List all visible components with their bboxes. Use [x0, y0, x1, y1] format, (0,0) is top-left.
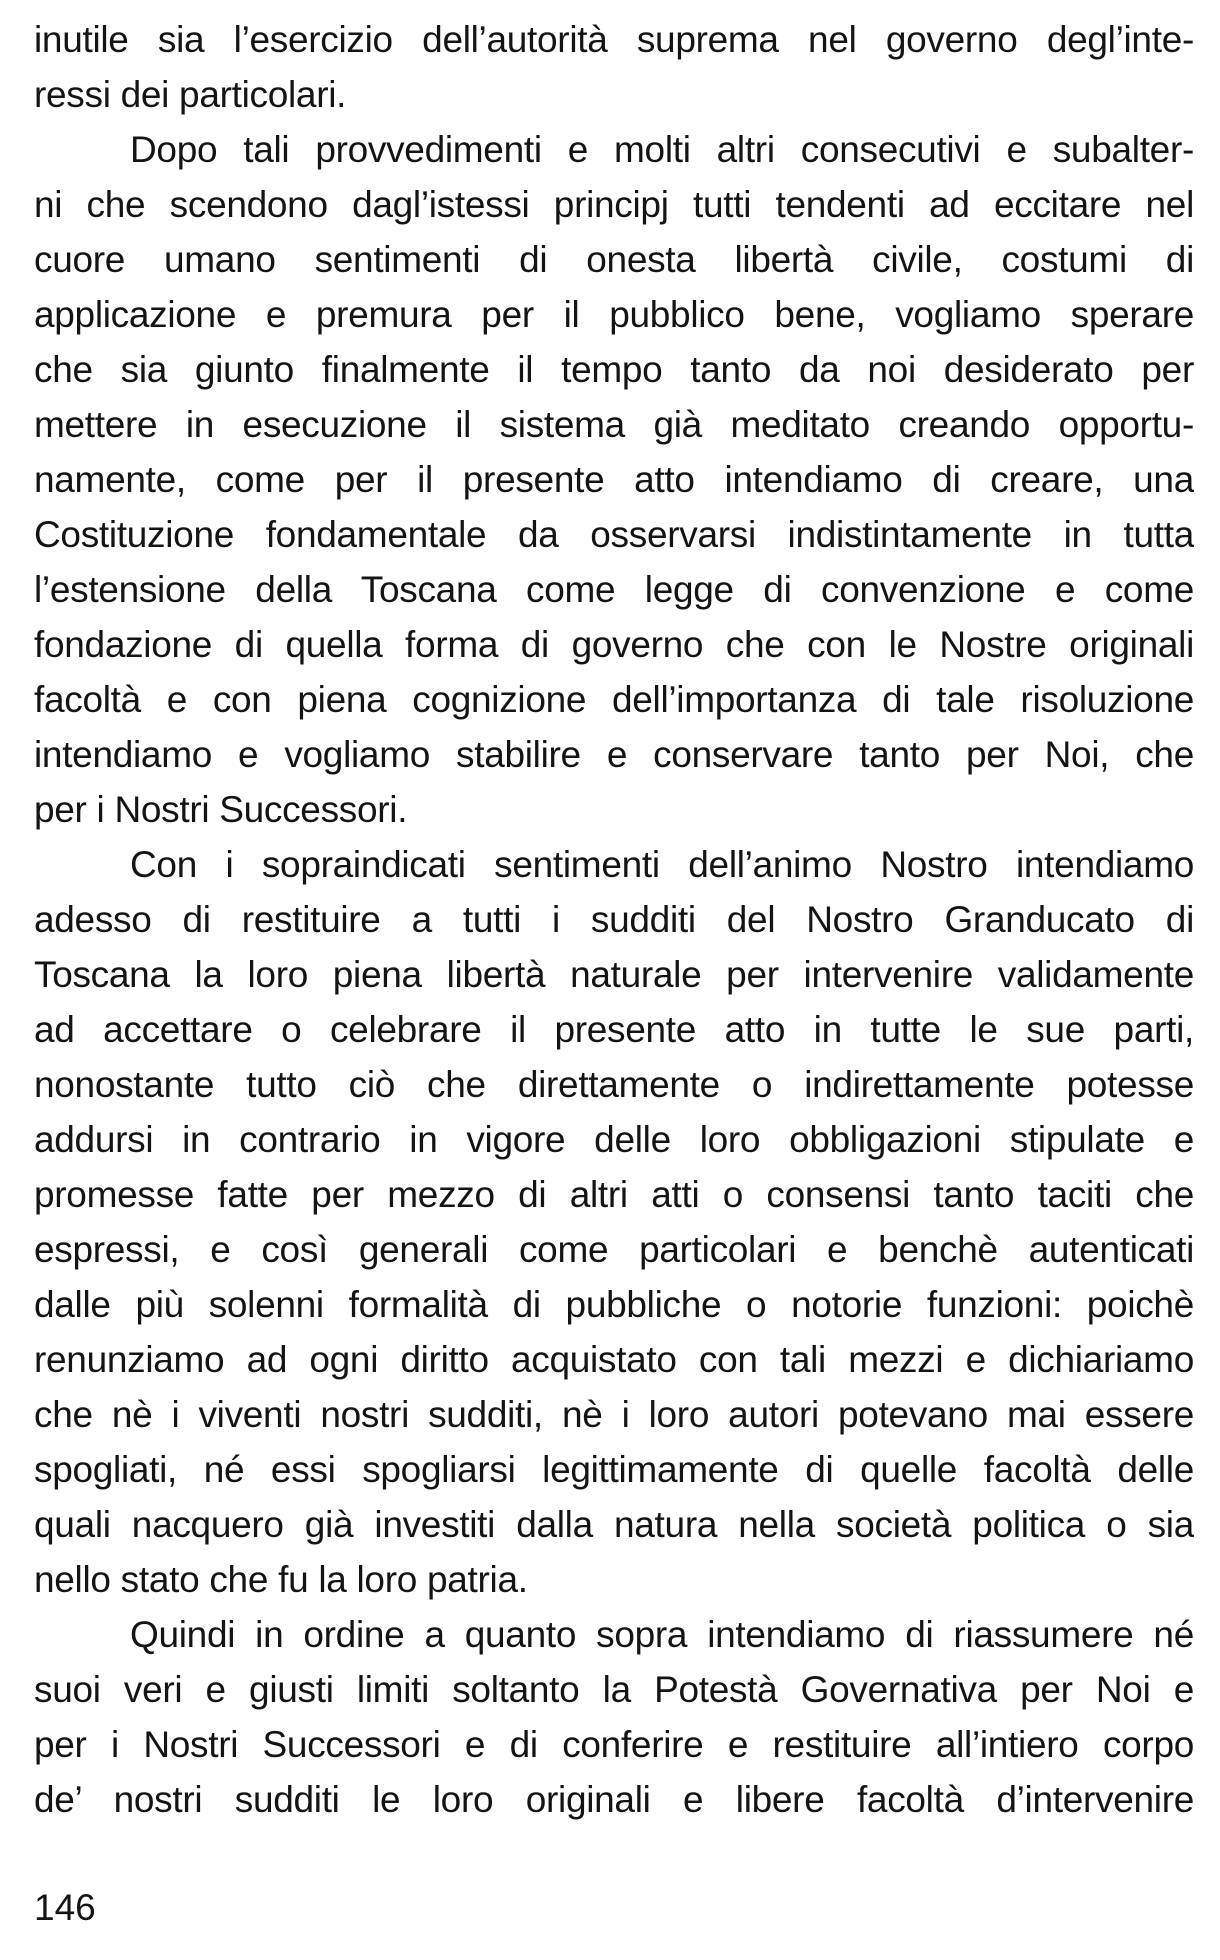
text-line: espressi, e così generali come particolari e benchè autenticati	[34, 1229, 1194, 1270]
text-line: Toscana la loro piena libertà naturale per intervenire validamente	[34, 954, 1194, 995]
text-line: ad accettare o celebrare il presente atto in tutte le sue parti,	[34, 1009, 1194, 1050]
text-line: che sia giunto finalmente il tempo tanto da noi desiderato per	[34, 349, 1194, 390]
text-line: dalle più solenni formalità di pubbliche o notorie funzioni: poichè	[34, 1284, 1194, 1325]
text-line: per i Nostri Successori.	[34, 789, 408, 830]
text-line: applicazione e premura per il pubblico bene, vogliamo sperare	[34, 294, 1194, 335]
text-line: renunziamo ad ogni diritto acquistato con tali mezzi e dichiariamo	[34, 1339, 1194, 1380]
text-line: promesse fatte per mezzo di altri atti o consensi tanto taciti che	[34, 1174, 1194, 1215]
body-text	[34, 12, 1194, 1827]
text-line: cuore umano sentimenti di onesta libertà civile, costumi di	[34, 239, 1194, 280]
text-line: inutile sia l’esercizio dell’autorità suprema nel governo degl’inte-	[34, 19, 1194, 60]
text-line: che nè i viventi nostri sudditi, nè i loro autori potevano mai essere	[34, 1394, 1194, 1435]
text-line: quali nacquero già investiti dalla natura nella società politica o sia	[34, 1504, 1194, 1545]
text-line: spogliati, né essi spogliarsi legittimamente di quelle facoltà delle	[34, 1449, 1194, 1490]
text-line: adesso di restituire a tutti i sudditi del Nostro Granducato di	[34, 899, 1194, 940]
text-line: de’ nostri sudditi le loro originali e libere facoltà d’intervenire	[34, 1779, 1194, 1820]
paragraph-start-line: Dopo tali provvedimenti e molti altri consecutivi e subalter-	[130, 129, 1194, 170]
text-line: mettere in esecuzione il sistema già meditato creando opportu-	[34, 404, 1194, 445]
text-line: facoltà e con piena cognizione dell’importanza di tale risoluzione	[34, 679, 1194, 720]
text-line: fondazione di quella forma di governo che con le Nostre originali	[34, 624, 1194, 665]
text-line: intendiamo e vogliamo stabilire e conservare tanto per Noi, che	[34, 734, 1194, 775]
text-line: ressi dei particolari.	[34, 74, 347, 115]
text-line: per i Nostri Successori e di conferire e restituire all’intiero corpo	[34, 1724, 1194, 1765]
text-line: ni che scendono dagl’istessi principj tutti tendenti ad eccitare nel	[34, 184, 1194, 225]
text-line: nello stato che fu la loro patria.	[34, 1559, 528, 1600]
text-line: addursi in contrario in vigore delle loro obbligazioni stipulate e	[34, 1119, 1194, 1160]
text-line: nonostante tutto ciò che direttamente o indirettamente potesse	[34, 1064, 1194, 1105]
text-line: Costituzione fondamentale da osservarsi indistintamente in tutta	[34, 514, 1194, 555]
paragraph-start-line: Quindi in ordine a quanto sopra intendiamo di riassumere né	[130, 1614, 1194, 1655]
page-number: 146	[34, 1887, 96, 1928]
text-line: l’estensione della Toscana come legge di convenzione e come	[34, 569, 1194, 610]
text-line: suoi veri e giusti limiti soltanto la Potestà Governativa per Noi e	[34, 1669, 1194, 1710]
text-line: namente, come per il presente atto intendiamo di creare, una	[34, 459, 1194, 500]
paragraph-start-line: Con i sopraindicati sentimenti dell’animo Nostro intendiamo	[130, 844, 1194, 885]
